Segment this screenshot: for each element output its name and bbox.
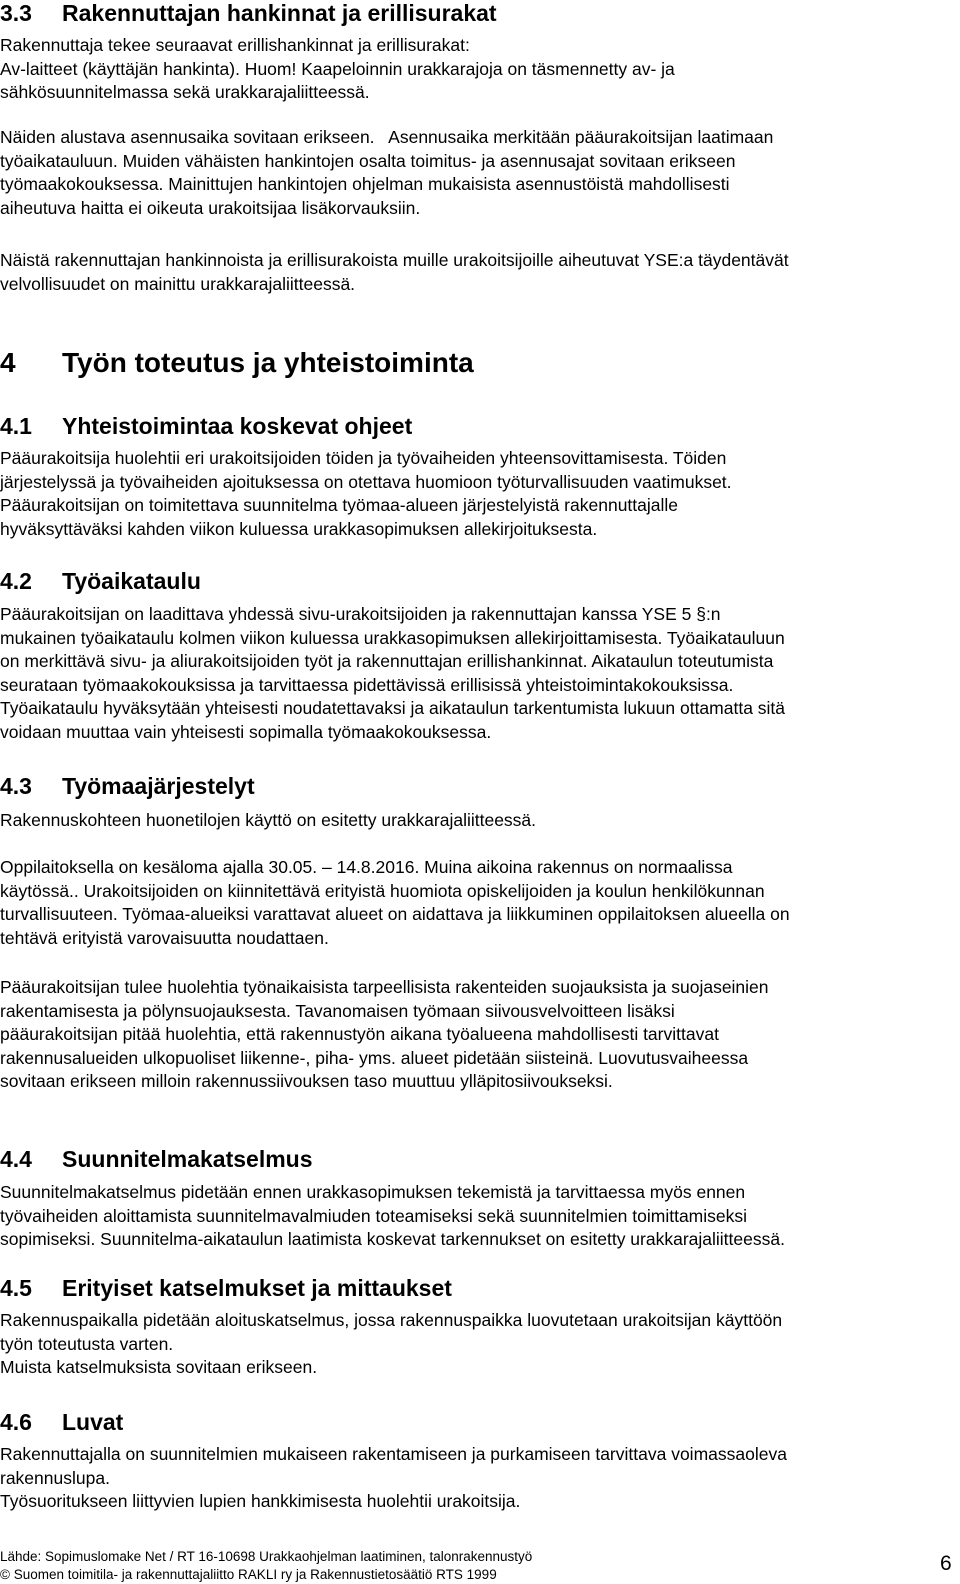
paragraph [0, 1181, 952, 1252]
text-line: rakentamisesta ja pölynsuojauksesta. Tavanomaisen työmaan siivousvelvoitteen lisäksi [0, 1000, 675, 1021]
heading-title: Työn toteutus ja yhteistoiminta [62, 347, 474, 378]
paragraph [0, 976, 952, 1094]
heading-number: 3.3 [0, 0, 32, 26]
text-line: hyväksyttäväksi kahden viikon kuluessa urakkasopimuksen allekirjoituksesta. [0, 518, 598, 539]
text-line: Rakennuttajalla on suunnitelmien mukaiseen rakentamiseen ja purkamiseen tarvittava voimassaoleva [0, 1444, 787, 1464]
paragraph [0, 1443, 952, 1514]
heading-4-1 [0, 412, 952, 440]
text-line: rakennuslupa. [0, 1467, 110, 1488]
heading-4 [0, 346, 952, 380]
heading-number: 4 [0, 347, 16, 378]
text-line: Av-laitteet (käyttäjän hankinta). Huom! Kaapeloinnin urakkarajoja on täsmennetty av- ja [0, 58, 675, 79]
text-line: Näiden alustava asennusaika sovitaan erikseen. Asennusaika merkitään pääurakoitsijan laatimaan [0, 127, 774, 147]
heading-title: Työmaajärjestelyt [62, 773, 255, 799]
heading-number: 4.4 [0, 1146, 32, 1172]
heading-number: 4.2 [0, 568, 32, 594]
text-line: Pääurakoitsijan on toimitettava suunnitelma työmaa-alueen järjestelyistä rakennuttajalle [0, 495, 679, 516]
paragraph [0, 249, 952, 296]
heading-4-2 [0, 567, 952, 595]
heading-title: Suunnitelmakatselmus [62, 1146, 313, 1172]
heading-number: 4.1 [0, 413, 32, 439]
footer-source: Lähde: Sopimuslomake Net / RT 16-10698 Urakkaohjelman laatiminen, talonrakennustyö [0, 1549, 533, 1564]
text-line: mukainen työaikataulu kolmen viikon kuluessa urakkasopimuksen allekirjoittamisesta. Työaikatauluun [0, 627, 785, 648]
paragraph [0, 126, 952, 220]
footer-copyright: © Suomen toimitila- ja rakennuttajaliitto RAKLI ry ja Rakennustietosäätiö RTS 1999 [0, 1567, 497, 1582]
text-line: Pääurakoitsija huolehtii eri urakoitsijoiden töiden ja työvaiheiden yhteensovittamisesta. Töiden [0, 448, 727, 468]
text-line: aiheutuva haitta ei oikeuta urakoitsijaa lisäkorvauksiin. [0, 197, 421, 218]
text-line: Pääurakoitsijan on laadittava yhdessä sivu-urakoitsijoiden ja rakennuttajan kanssa YSE 5 §:n [0, 604, 721, 624]
heading-4-3 [0, 772, 952, 800]
text-line: Oppilaitoksella on kesäloma ajalla 30.05. – 14.8.2016. Muina aikoina rakennus on normaalissa [0, 857, 733, 877]
text-line: turvallisuuteen. Työmaa-alueiksi varattavat alueet on aidattava ja liikkuminen oppilaitoksen alueella on [0, 904, 790, 925]
text-line: pääurakoitsijan pitää huolehtia, että rakennustyön aikana työalueena mahdollisesti tarvittavat [0, 1024, 719, 1045]
text-line: käytössä.. Urakoitsijoiden on kiinnitettävä erityistä huomiota opiskelijoiden ja koulun henkilökunnan [0, 880, 765, 901]
text-line: Työsuoritukseen liittyvien lupien hankkimisesta huolehtii urakoitsija. [0, 1491, 521, 1512]
text-line: Pääurakoitsijan tulee huolehtia työnaikaisista tarpeellisista rakenteiden suojauksista ja suojaseinien [0, 977, 769, 997]
text-line: työn toteutusta varten. [0, 1333, 174, 1354]
heading-title: Rakennuttajan hankinnat ja erillisurakat [62, 0, 497, 26]
text-line: Näistä rakennuttajan hankinnoista ja erillisurakoista muille urakoitsijoille aiheutuvat YSE:a täydentävät [0, 250, 789, 270]
heading-title: Luvat [62, 1409, 124, 1435]
text-line: työmaakokouksessa. Mainittujen hankintojen ohjelman mukaisista asennustöistä mahdollisesti [0, 174, 730, 195]
text-line: järjestelyssä ja työvaiheiden ajoituksessa on otettava huomioon työturvallisuuden vaatimukset. [0, 471, 732, 492]
heading-title: Erityiset katselmukset ja mittaukset [62, 1275, 452, 1301]
text-line: on merkittävä sivu- ja aliurakoitsijoiden työt ja rakennuttajan erillishankinnat. Aikataulun toteutumista [0, 651, 774, 672]
text-line: velvollisuudet on mainittu urakkarajaliitteessä. [0, 273, 356, 294]
text-line: Rakennuskohteen huonetilojen käyttö on esitetty urakkarajaliitteessä. [0, 810, 537, 830]
heading-title: Työaikataulu [62, 568, 201, 594]
heading-number: 4.6 [0, 1409, 32, 1435]
text-line: Suunnitelmakatselmus pidetään ennen urakkasopimuksen tekemistä ja tarvittaessa myös ennen [0, 1182, 746, 1202]
text-line: sähkösuunnitelmassa sekä urakkarajaliitteessä. [0, 82, 370, 103]
text-line: työaikatauluun. Muiden vähäisten hankintojen osalta toimitus- ja asennusajat sovitaan erikseen [0, 150, 736, 171]
text-line: voidaan muuttaa vain yhteisesti sopimalla työmaakokouksessa. [0, 721, 492, 742]
text-line: Työaikataulu hyväksytään yhteisesti noudatettavaksi ja aikataulun tarkentumista lukuun ottamatta sitä [0, 698, 786, 719]
heading-4-5 [0, 1274, 952, 1302]
heading-4-4 [0, 1145, 952, 1173]
heading-number: 4.5 [0, 1275, 32, 1301]
text-line: Rakennuspaikalla pidetään aloituskatselmus, jossa rakennuspaikka luovutetaan urakoitsijan käyttöön [0, 1310, 783, 1330]
paragraph [0, 809, 952, 833]
paragraph [0, 603, 952, 745]
text-line: sovitaan erikseen milloin rakennussiivouksen taso muuttuu ylläpitosiivoukseksi. [0, 1071, 613, 1092]
paragraph [0, 856, 952, 950]
heading-3-3 [0, 0, 952, 27]
text-line: Rakennuttaja tekee seuraavat erillishankinnat ja erillisurakat: [0, 35, 470, 55]
paragraph [0, 34, 952, 105]
heading-title: Yhteistoimintaa koskevat ohjeet [62, 413, 413, 439]
text-line: sopimiseksi. Suunnitelma-aikataulun laatimista koskevat tarkennukset on esitetty urakkarajaliitteessä. [0, 1229, 785, 1250]
text-line: Muista katselmuksista sovitaan erikseen. [0, 1357, 318, 1378]
paragraph [0, 1309, 952, 1380]
paragraph [0, 447, 952, 541]
text-line: tehtävä erityistä varovaisuutta noudattaen. [0, 927, 329, 948]
page-number: 6 [940, 1552, 952, 1575]
text-line: seurataan työmaakokouksissa ja tarvittaessa pidettävissä erillisissä yhteistoimintakokouksissa. [0, 674, 734, 695]
text-line: rakennusalueiden ulkopuoliset liikenne-, piha- yms. alueet pidetään siisteinä. Luovutusvaiheessa [0, 1047, 749, 1068]
heading-4-6 [0, 1408, 952, 1436]
heading-number: 4.3 [0, 773, 32, 799]
text-line: työvaiheiden aloittamista suunnitelmavalmiuden toteamiseksi sekä suunnitelmien toimittamiseksi [0, 1205, 748, 1226]
